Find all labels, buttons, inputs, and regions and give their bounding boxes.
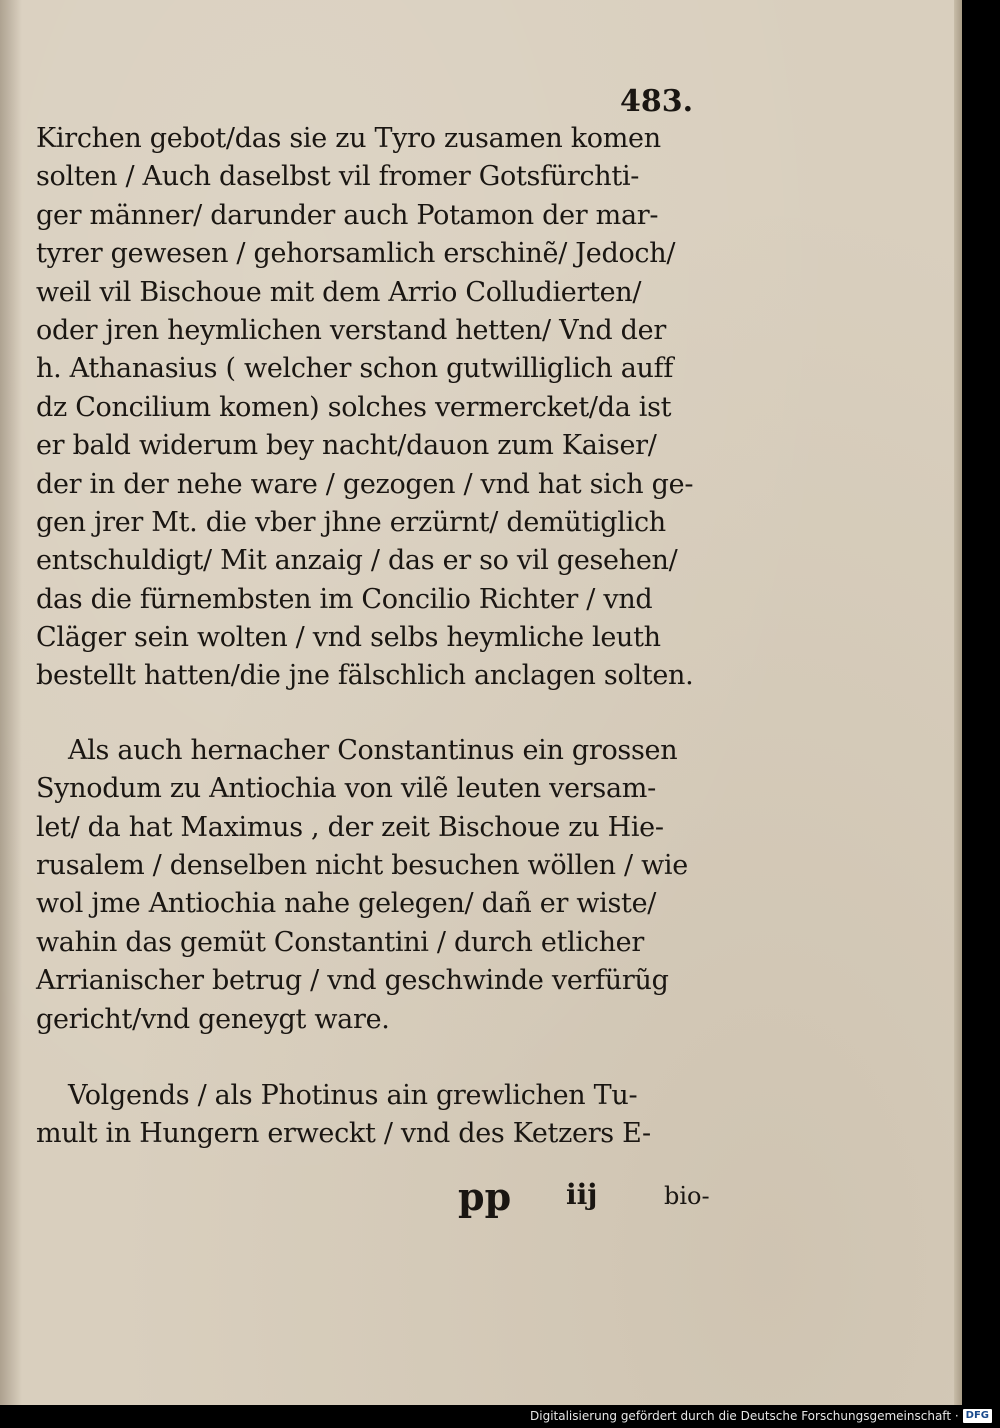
text-line: let/ da hat Maximus , der zeit Bischoue zu Hie-: [36, 811, 664, 843]
text-line: weil vil Bischoue mit dem Arrio Colludierten/: [36, 276, 642, 308]
text-line: oder jren heymlichen verstand hetten/ Vnd der: [36, 314, 666, 346]
text-line: rusalem / denselben nicht besuchen wöllen / wie: [36, 850, 688, 882]
text-line: tyrer gewesen / gehorsamlich erschinẽ/ Jedoch/: [36, 238, 676, 270]
text-line: mult in Hungern erweckt / vnd des Ketzers E-: [36, 1118, 651, 1150]
paragraph-2: [36, 732, 736, 1039]
signature-number: iij: [566, 1178, 598, 1211]
text-line: er bald widerum bey nacht/dauon zum Kaiser/: [36, 430, 657, 462]
text-line: der in der nehe ware / gezogen / vnd hat sich ge-: [36, 468, 694, 500]
paragraph-3: [36, 1077, 736, 1154]
text-line: dz Concilium komen) solches vermercket/da ist: [36, 391, 672, 423]
text-line: Volgends / als Photinus ain grewlichen Tu-: [68, 1079, 638, 1111]
text-line: solten / Auch daselbst vil fromer Gotsfürchti-: [36, 161, 640, 193]
text-line: Kirchen gebot/das sie zu Tyro zusamen komen: [36, 123, 661, 154]
text-line: Als auch hernacher Constantinus ein grossen: [68, 734, 678, 766]
signature-mark: pp: [458, 1174, 512, 1219]
text-line: Synodum zu Antiochia von vilẽ leuten versam-: [36, 773, 656, 805]
footer-bar: [0, 1405, 1000, 1428]
page-number: 483.: [620, 84, 694, 119]
text-line: gericht/vnd geneygt ware.: [36, 1003, 390, 1035]
text-line: Cläger sein wolten / vnd selbs heymliche leuth: [36, 622, 661, 654]
funding-credit: [530, 1409, 992, 1423]
catchword: bio-: [664, 1182, 710, 1210]
text-line: h. Athanasius ( welcher schon gutwilliglich auff: [36, 353, 674, 385]
page-foot: [0, 1174, 962, 1222]
body-text: [36, 120, 736, 1154]
credit-text: Digitalisierung gefördert durch die Deutsche Forschungsgemeinschaft ·: [530, 1409, 959, 1423]
text-line: bestellt hatten/die jne fälschlich anclagen solten.: [36, 660, 694, 692]
text-line: Arrianischer betrug / vnd geschwinde verfürũg: [36, 965, 669, 997]
text-line: das die fürnembsten im Concilio Richter / vnd: [36, 583, 653, 615]
paragraph-1: [36, 120, 736, 696]
text-line: entschuldigt/ Mit anzaig / das er so vil gesehen/: [36, 545, 678, 577]
text-line: ger männer/ darunder auch Potamon der mar-: [36, 199, 659, 231]
text-line: wol jme Antiochia nahe gelegen/ dañ er wiste/: [36, 888, 657, 920]
text-line: wahin das gemüt Constantini / durch etlicher: [36, 926, 644, 958]
text-line: gen jrer Mt. die vber jhne erzürnt/ demütiglich: [36, 506, 666, 538]
dfg-logo: DFG: [963, 1409, 992, 1423]
